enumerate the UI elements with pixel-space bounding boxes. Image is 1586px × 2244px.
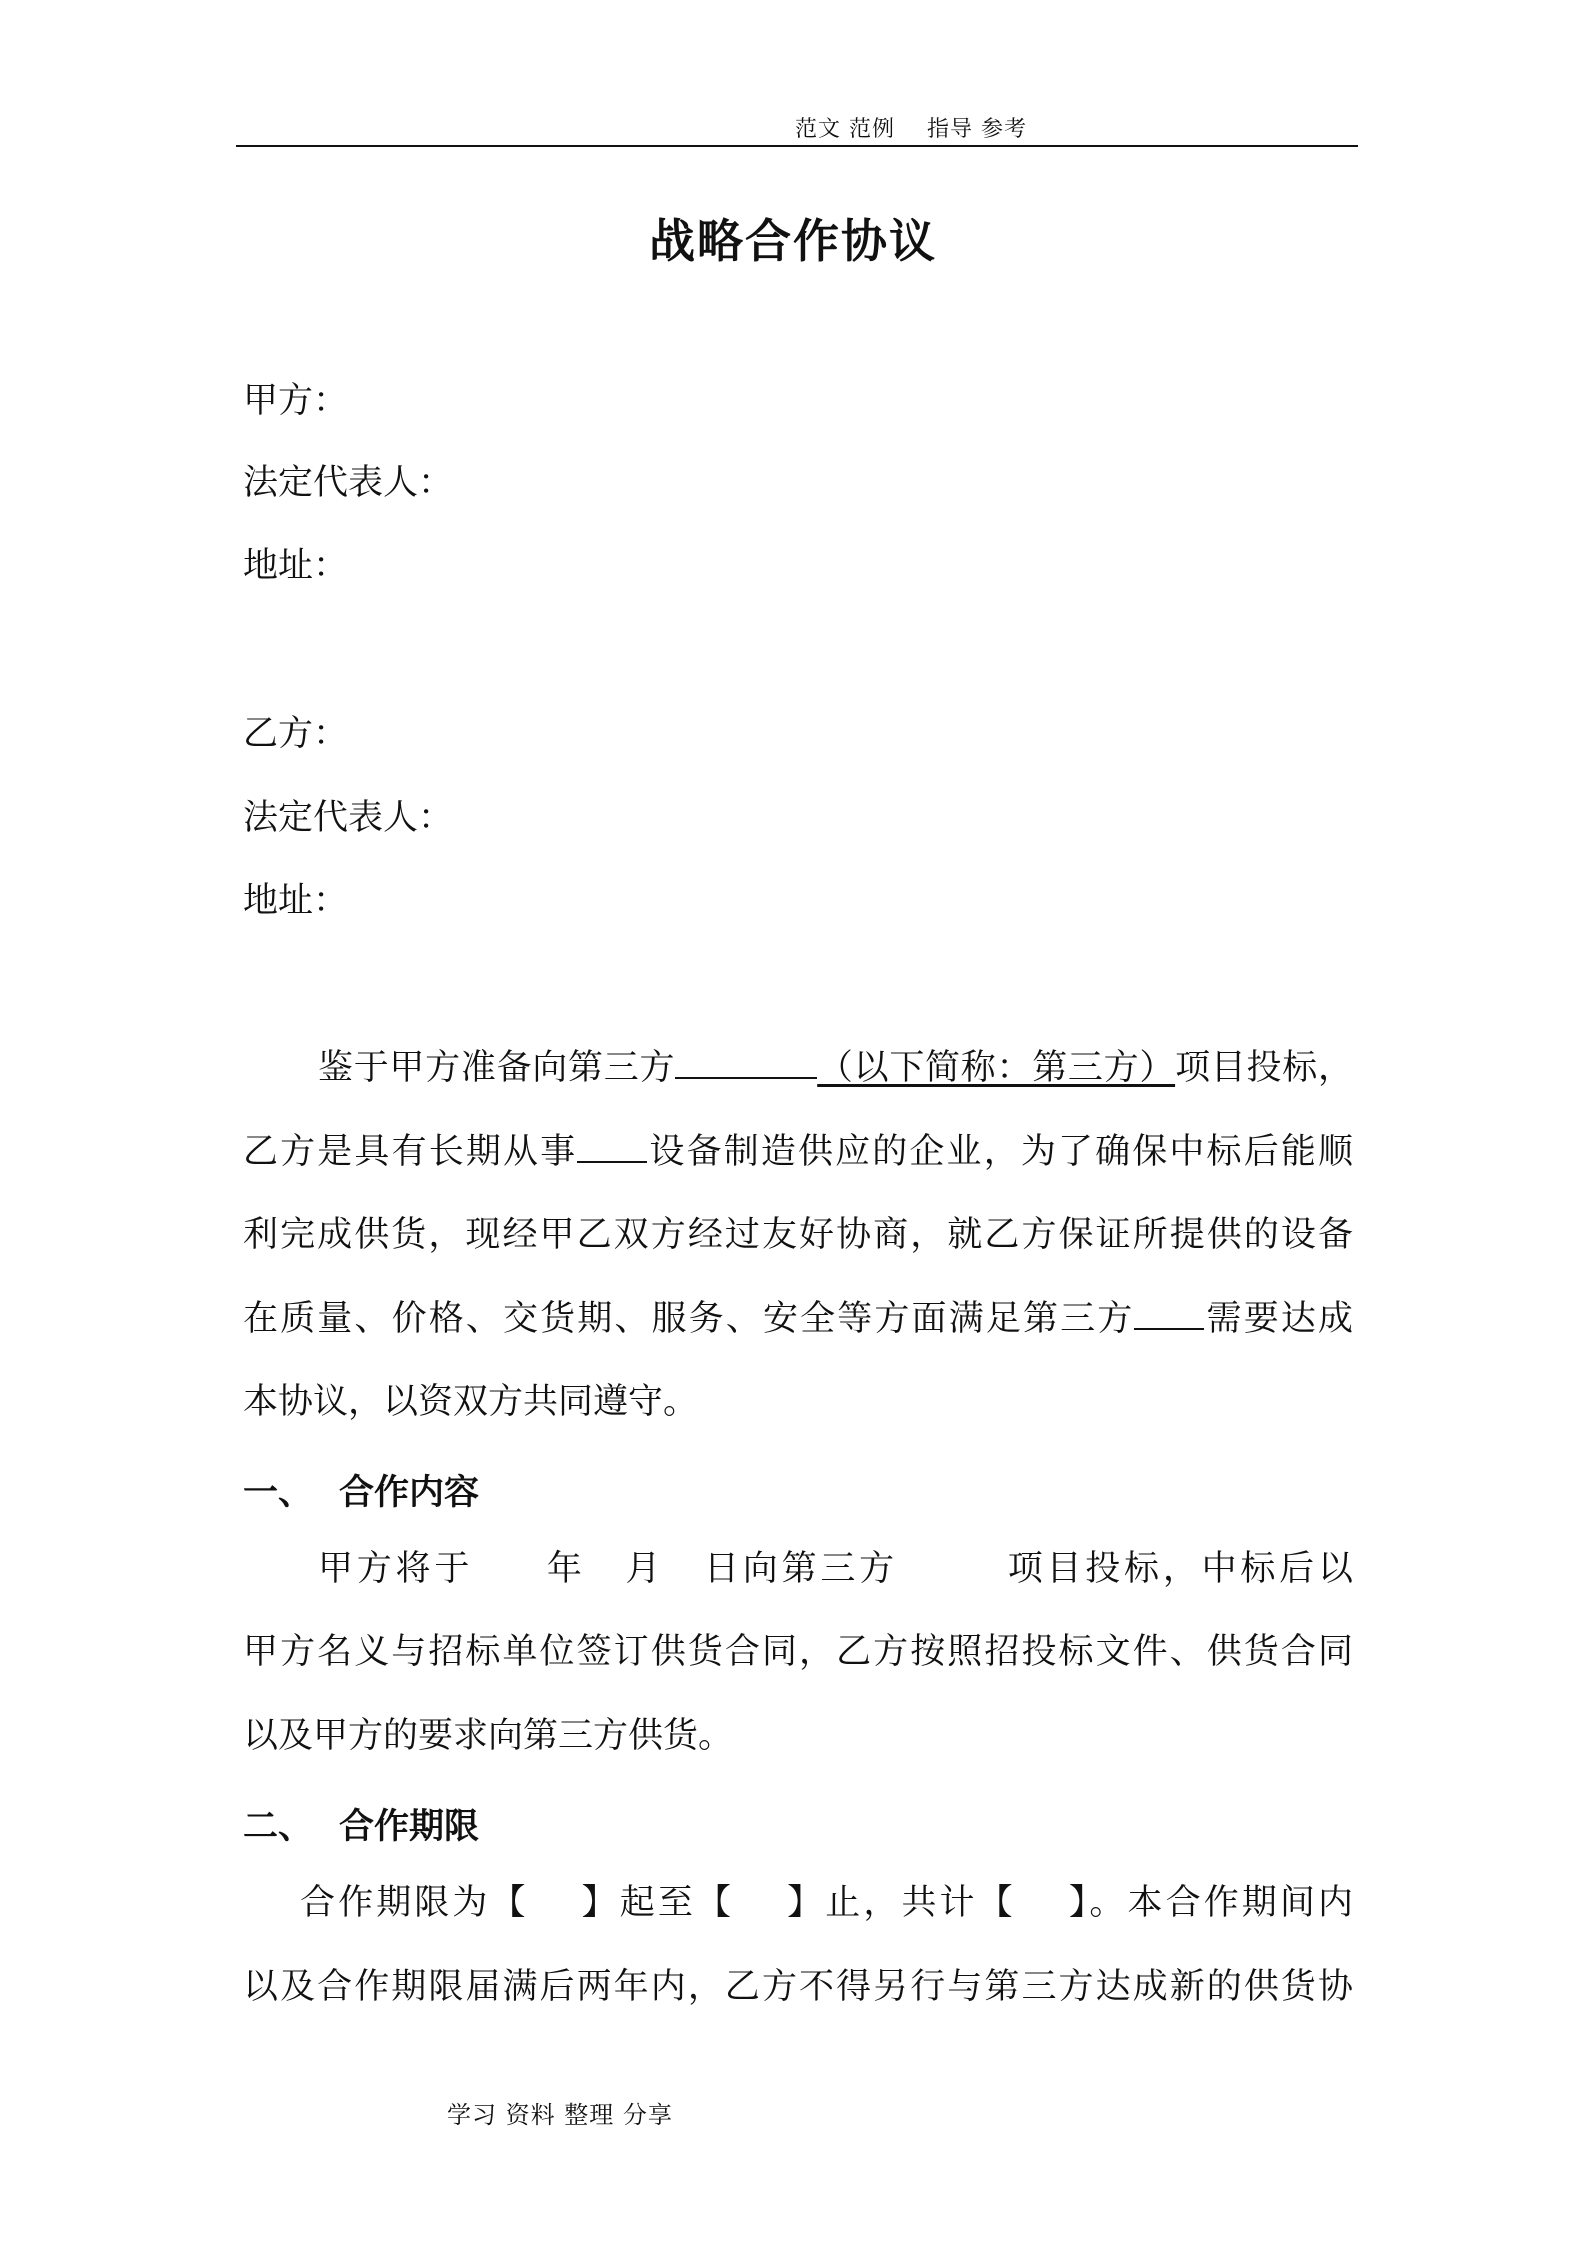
section-text: 】起至【 bbox=[578, 1883, 735, 1923]
section-1-line-2: 甲方名义与招标单位签订供货合同，乙方按照招投标文件、供货合同 bbox=[243, 1632, 1353, 1672]
intro-line-3: 利完成供货，现经甲乙双方经过友好协商，就乙方保证所提供的设备 bbox=[243, 1215, 1353, 1255]
section-text: 合作期限为【 bbox=[300, 1883, 529, 1923]
party-a-rep-label: 法定代表人： bbox=[243, 463, 454, 503]
party-a-label: 甲方： bbox=[243, 381, 349, 421]
section-text: 月 bbox=[621, 1549, 665, 1589]
intro-line-1 bbox=[318, 1047, 1353, 1089]
section-title: 合作内容 bbox=[339, 1472, 480, 1513]
section-text: 日向第三方 bbox=[700, 1549, 898, 1589]
party-b-rep-label: 法定代表人： bbox=[243, 798, 454, 838]
section-text: 】止，共计【 bbox=[784, 1883, 1016, 1923]
fill-blank bbox=[675, 1076, 817, 1079]
section-text: 甲方将于 bbox=[318, 1549, 474, 1589]
section-2-line-2: 以及合作期限届满后两年内，乙方不得另行与第三方达成新的供货协 bbox=[243, 1967, 1353, 2007]
intro-text: 设备制造供应的企业，为了确保中标后能顺 bbox=[647, 1132, 1353, 1172]
intro-line-5: 本协议，以资双方共同遵守。 bbox=[243, 1382, 699, 1422]
page-header: 范文 范例 指导 参考 bbox=[795, 117, 1027, 142]
intro-text: 鉴于甲方准备向第三方 bbox=[318, 1048, 676, 1088]
intro-text: （以下简称：第三方） bbox=[817, 1048, 1176, 1088]
page-footer: 学习 资料 整理 分享 bbox=[447, 2101, 673, 2129]
section-1-line-1 bbox=[318, 1548, 1353, 1590]
intro-text: 项目投标， bbox=[1175, 1048, 1353, 1088]
intro-line-2 bbox=[243, 1131, 1353, 1173]
section-1-heading bbox=[243, 1465, 479, 1515]
intro-line-4 bbox=[243, 1298, 1353, 1340]
section-title: 合作期限 bbox=[339, 1806, 480, 1847]
section-text: 项目投标，中标后以 bbox=[1003, 1549, 1353, 1589]
intro-text: 乙方是具有长期从事 bbox=[243, 1132, 578, 1172]
section-2-line-1 bbox=[300, 1882, 1353, 1924]
section-number: 二、 bbox=[243, 1806, 314, 1847]
section-number: 一、 bbox=[243, 1472, 314, 1513]
section-2-heading bbox=[243, 1799, 479, 1849]
intro-text: 需要达成 bbox=[1204, 1299, 1353, 1339]
section-text: 】。本合作期间内 bbox=[1065, 1883, 1353, 1923]
party-b-label: 乙方： bbox=[243, 714, 349, 754]
party-b-address-label: 地址： bbox=[243, 881, 349, 921]
document-title: 战略合作协议 bbox=[649, 214, 937, 268]
header-rule bbox=[236, 145, 1358, 147]
intro-text: 在质量、价格、交货期、服务、安全等方面满足第三方 bbox=[243, 1299, 1135, 1339]
fill-blank bbox=[577, 1160, 647, 1163]
fill-blank bbox=[1134, 1327, 1204, 1330]
party-a-address-label: 地址： bbox=[243, 546, 349, 586]
section-1-line-3: 以及甲方的要求向第三方供货。 bbox=[243, 1716, 734, 1756]
section-text: 年 bbox=[543, 1549, 586, 1589]
